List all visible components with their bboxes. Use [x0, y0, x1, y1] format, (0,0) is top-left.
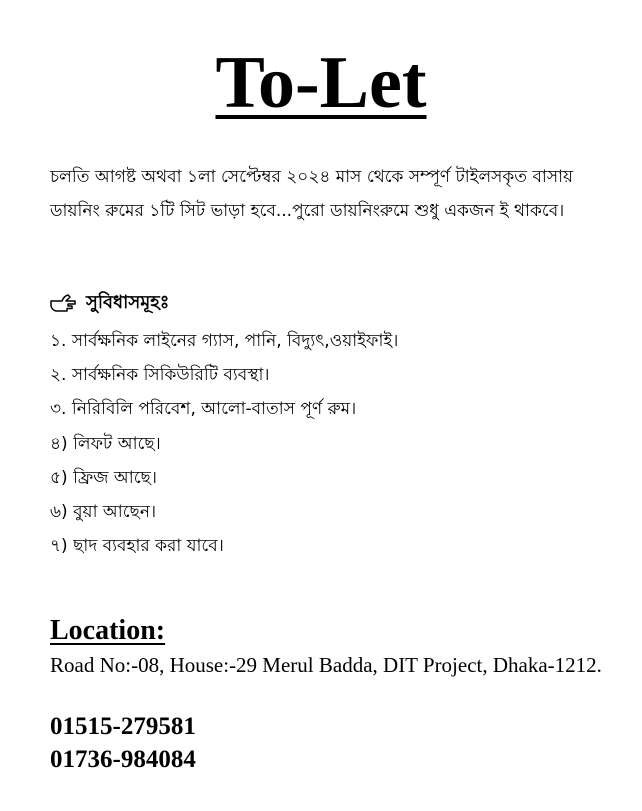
features-heading — [50, 289, 169, 317]
features-heading-text: সুবিধাসমূহঃ — [86, 292, 170, 313]
feature-item: ৩. নিরিবিলি পরিবেশ, আলো-বাতাস পূর্ণ রুম। — [50, 399, 357, 420]
feature-item: ৭) ছাদ ব্যবহার করা যাবে। — [50, 536, 224, 557]
feature-item: ৪) লিফট আছে। — [50, 433, 161, 454]
intro-paragraph: চলতি আগষ্ট অথবা ১লা সেপ্টেম্বর ২০২৪ মাস থেকে সম্পূর্ণ টাইলসকৃত বাসায় ডায়নিং রুমের ১টি সিট ভাড়া হবে...পুরো ডায়নিংরুমে শুধু একজন ই থাকবে। — [50, 167, 574, 221]
location-heading: Location: — [50, 615, 166, 646]
feature-item: ১. সার্বক্ষনিক লাইনের গ্যাস, পানি, বিদ্যুৎ,ওয়াইফাই। — [50, 331, 399, 351]
feature-item: ৫) ফ্রিজ আছে। — [50, 467, 157, 488]
address-text: Road No:-08, House:-29 Merul Badda, DIT Project, Dhaka-1212. — [50, 653, 602, 677]
feature-item: ২. সার্বক্ষনিক সিকিউরিটি ব্যবস্থা। — [50, 365, 270, 386]
pointing-hand-icon — [50, 293, 76, 313]
phone-number: 01736-984084 — [50, 746, 196, 773]
features-list — [50, 324, 398, 563]
title-text: To-Let — [215, 42, 427, 124]
page-title — [0, 38, 642, 128]
phone-number: 01515-279581 — [50, 713, 196, 740]
feature-item: ৬) বুয়া আছেন। — [50, 501, 157, 522]
